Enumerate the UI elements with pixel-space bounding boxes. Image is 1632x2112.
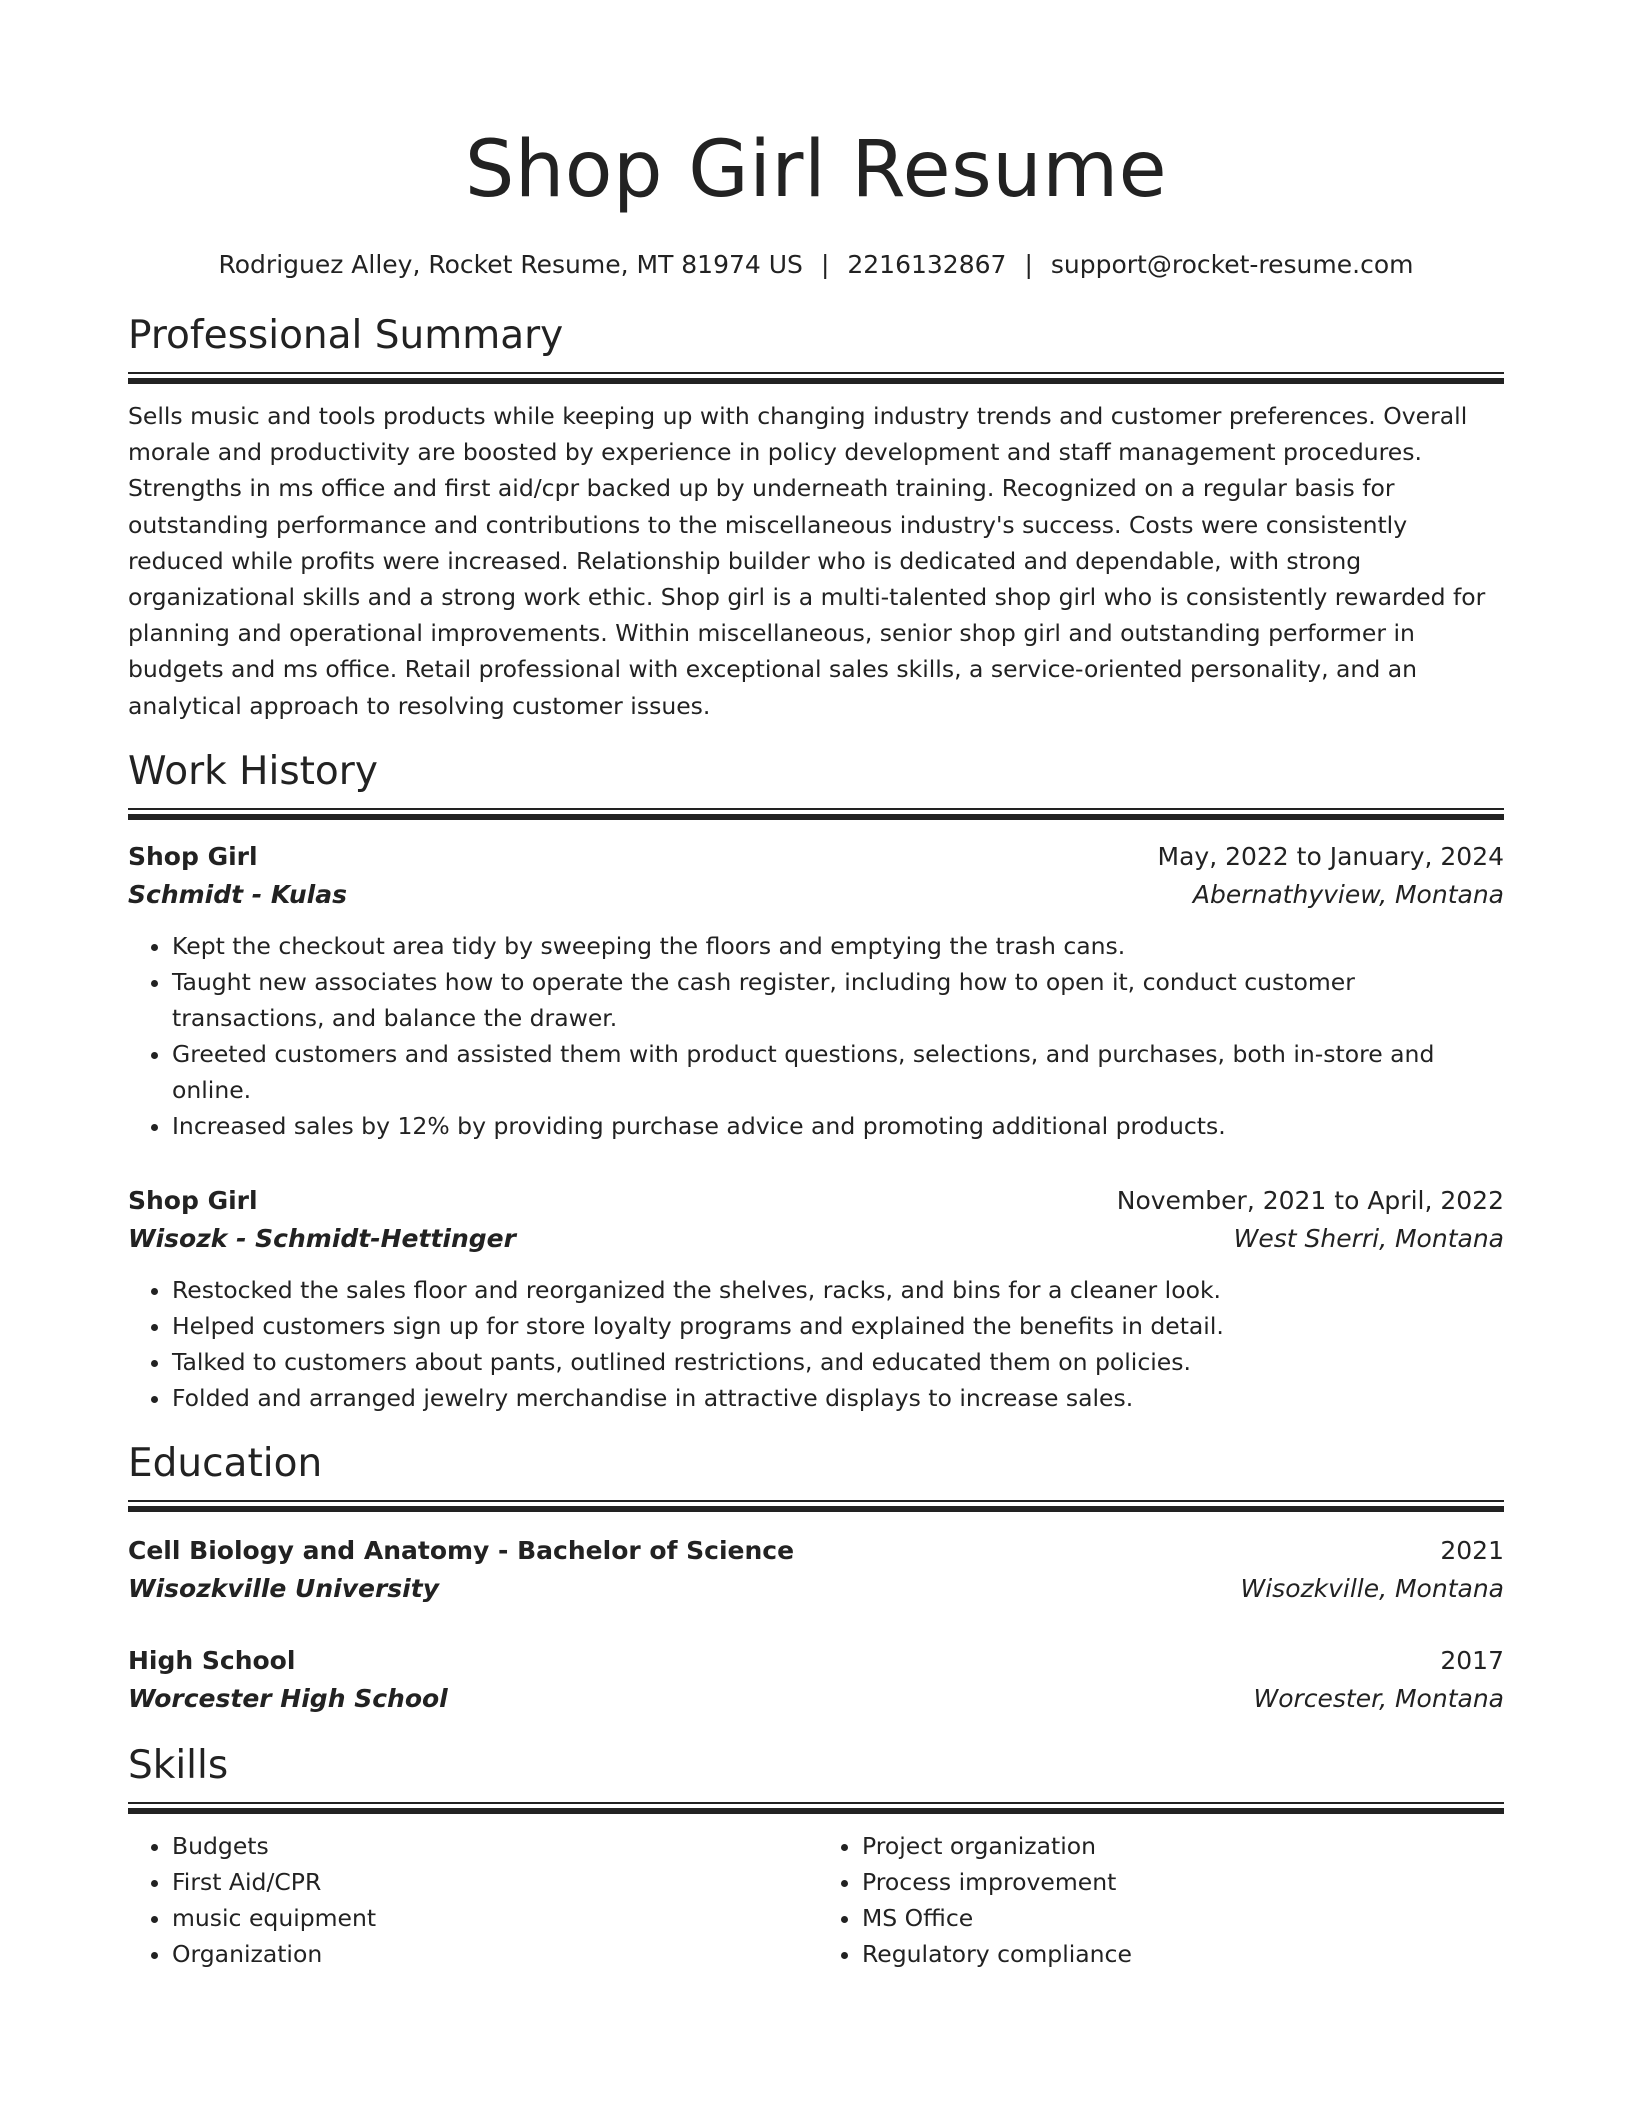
skills-list-right [816,1828,1504,1972]
job-bullets [128,928,1504,1144]
section-divider [128,1500,1504,1512]
list-item: • Talked to customers about pants, outlined restrictions, and educated them on policies. [172,1344,1504,1380]
job-company: Wisozk - Schmidt-Hettinger [128,1223,516,1253]
job-header-row [128,838,1504,876]
job-header-row [128,1182,1504,1220]
skill-item: • Budgets [172,1828,816,1864]
contact-separator: | [820,250,830,279]
education-degree: High School [128,1645,296,1675]
section-title-summary: Professional Summary [128,313,564,358]
job-location: Abernathyview, Montana [1192,879,1504,909]
job-role: Shop Girl [128,1185,258,1215]
education-school-row [128,1680,1504,1718]
job-company-row [128,1220,1504,1258]
resume-name: Shop Girl Resume [464,125,1168,215]
education-location: Wisozkville, Montana [1240,1573,1504,1603]
section-title-education: Education [128,1440,323,1486]
job-bullets [128,1272,1504,1416]
education-entry [128,1532,1504,1608]
list-item: • Helped customers sign up for store loyalty programs and explained the benefits in detail. [172,1308,1504,1344]
contact-phone: 2216132867 [847,250,1007,279]
summary-section [128,310,1504,724]
education-school: Worcester High School [128,1683,448,1713]
education-year: 2017 [1440,1645,1504,1675]
section-title-skills: Skills [128,1742,229,1788]
work-history-section [128,746,1504,1416]
skill-item: • Process improvement [862,1864,1504,1900]
skills-list-left [128,1828,816,1972]
job-role: Shop Girl [128,841,258,871]
job-dates: May, 2022 to January, 2024 [1157,841,1504,871]
education-degree: Cell Biology and Anatomy - Bachelor of Science [128,1535,795,1565]
list-item: • Folded and arranged jewelry merchandise in attractive displays to increase sales. [172,1380,1504,1416]
education-school-row [128,1570,1504,1608]
list-item: • Greeted customers and assisted them with product questions, selections, and purchases, both in-store and online. [172,1036,1504,1108]
skill-item: • Organization [172,1936,816,1972]
section-divider [128,1802,1504,1814]
skill-item: • Regulatory compliance [862,1936,1504,1972]
section-title-work-history: Work History [128,748,378,794]
contact-address: Rodriguez Alley, Rocket Resume, MT 81974 US [218,250,803,279]
skill-item: • First Aid/CPR [172,1864,816,1900]
job-company-row [128,876,1504,914]
education-header-row [128,1642,1504,1680]
section-divider [128,372,1504,384]
education-location: Worcester, Montana [1253,1683,1504,1713]
summary-text: Sells music and tools products while keeping up with changing industry trends and customer preferences. Overall morale and productivity are boosted by experience in policy development and staff management procedures. Strengths in ms office and first aid/cpr backed up by underneath training. Recognized on a regular basis for outstanding performance and contributions to the miscellaneous industry's success. Costs were consistently reduced while profits were increased. Relationship builder who is dedicated and dependable, with strong organizational skills and a strong work ethic. Shop girl is a multi-talented shop girl who is consistently rewarded for planning and operational improvements. Within miscellaneous, senior shop girl and outstanding performer in budgets and ms office. Retail professional with exceptional sales skills, a service-oriented personality, and an analytical approach to resolving customer issues. [128,402,1486,720]
skills-columns [128,1828,1504,1972]
contact-separator: | [1024,250,1033,279]
education-section [128,1438,1504,1718]
skill-item: • Project organization [862,1828,1504,1864]
section-divider [128,808,1504,820]
education-header-row [128,1532,1504,1570]
list-item: • Taught new associates how to operate the cash register, including how to open it, conduct customer transactions, and balance the drawer. [172,964,1504,1036]
education-year: 2021 [1440,1535,1504,1565]
education-entry [128,1642,1504,1718]
contact-line [128,248,1504,282]
skills-section [128,1740,1504,1972]
job-company: Schmidt - Kulas [128,879,347,909]
contact-email: support@rocket-resume.com [1050,250,1414,279]
job-entry [128,1182,1504,1416]
skill-item: • music equipment [172,1900,816,1936]
education-school: Wisozkville University [128,1573,439,1603]
list-item: • Increased sales by 12% by providing purchase advice and promoting additional products. [172,1108,1504,1144]
list-item: • Kept the checkout area tidy by sweeping the floors and emptying the trash cans. [172,928,1504,964]
skill-item: • MS Office [862,1900,1504,1936]
job-location: West Sherri, Montana [1233,1223,1504,1253]
list-item: • Restocked the sales floor and reorganized the shelves, racks, and bins for a cleaner look. [172,1272,1504,1308]
job-dates: November, 2021 to April, 2022 [1116,1185,1504,1215]
job-entry [128,838,1504,1144]
